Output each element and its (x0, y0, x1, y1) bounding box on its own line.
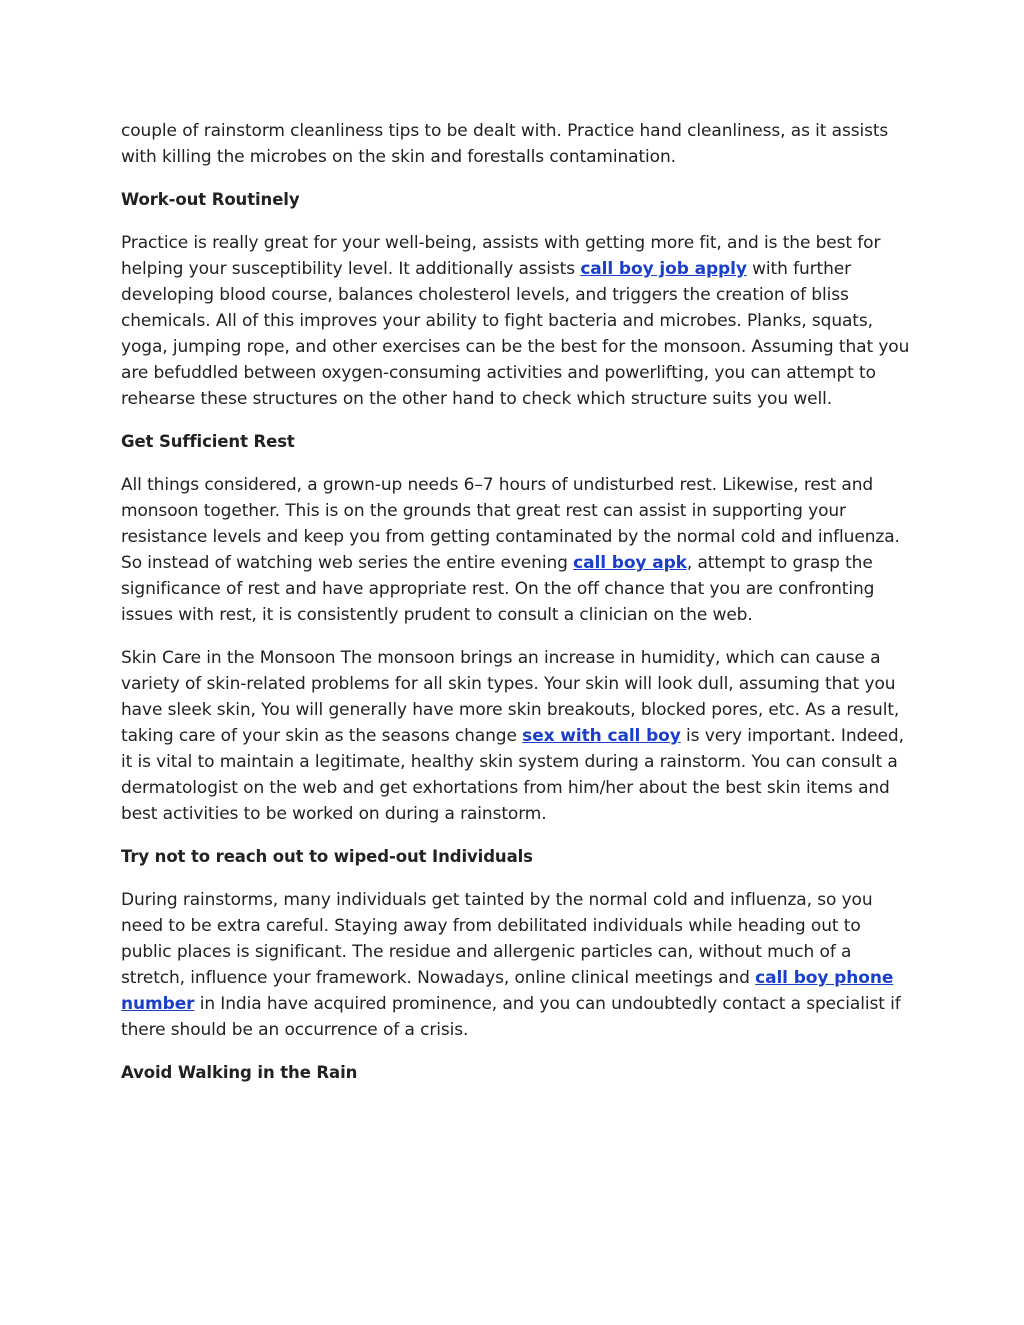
paragraph-skin-text-before: Skin Care in the Monsoon The monsoon brings an increase in humidity, which can cause a variety of skin-related problems for all skin types. Your skin will look dull, assuming that you have sleek skin, You will generally have more skin breakouts, blocked pores, etc. As a result, taking care of your skin as the seasons change (121, 648, 900, 746)
heading-rain: Avoid Walking in the Rain (121, 1063, 358, 1082)
paragraph-skin-text-after: is very important. Indeed, it is vital to maintain a legitimate, healthy skin system during a rainstorm. You can consult a dermatologist on the web and get exhortations from him/her about the best skin items and best activities to be worked on during a rainstorm. (121, 726, 904, 824)
heading-avoid-ill: Try not to reach out to wiped-out Individuals (121, 847, 533, 866)
paragraph-rest (121, 472, 911, 628)
call-boy-job-apply-link[interactable]: call boy job apply (580, 259, 747, 279)
paragraph-avoid-ill-text-after: in India have acquired prominence, and you can undoubtedly contact a specialist if there should be an occurrence of a crisis. (121, 994, 901, 1040)
paragraph-workout-text-after: with further developing blood course, balances cholesterol levels, and triggers the creation of bliss chemicals. All of this improves your ability to fight bacteria and microbes. Planks, squats, yoga, jumping rope, and other exercises can be the best for the monsoon. Assuming that you are befuddled between oxygen-consuming activities and powerlifting, you can attempt to rehearse these structures on the other hand to check which structure suits you well. (121, 259, 910, 409)
call-boy-apk-link[interactable]: call boy apk (573, 553, 687, 573)
sex-with-call-boy-link[interactable]: sex with call boy (522, 726, 681, 746)
paragraph-rest-text-after: , attempt to grasp the significance of rest and have appropriate rest. On the off chance that you are confronting issues with rest, it is consistently prudent to consult a clinician on the web. (121, 553, 875, 625)
document-page (121, 118, 911, 1103)
paragraph-avoid-ill-text-before: During rainstorms, many individuals get tainted by the normal cold and influenza, so you need to be extra careful. Staying away from debilitated individuals while heading out to public places is significant. The residue and allergenic particles can, without much of a stretch, influence your framework. Nowadays, online clinical meetings and (121, 890, 873, 988)
paragraph-intro (121, 118, 911, 170)
paragraph-workout-text-before: Practice is really great for your well-being, assists with getting more fit, and is the best for helping your susceptibility level. It additionally assists (121, 233, 881, 279)
paragraph-skin (121, 645, 911, 827)
heading-workout: Work-out Routinely (121, 190, 300, 209)
paragraph-workout (121, 230, 911, 412)
heading-rest: Get Sufficient Rest (121, 432, 295, 451)
paragraph-rest-text-before: All things considered, a grown-up needs 6–7 hours of undisturbed rest. Likewise, rest and monsoon together. This is on the grounds that great rest can assist in supporting your resistance levels and keep you from getting contaminated by the normal cold and influenza. So instead of watching web series the entire evening (121, 475, 900, 573)
call-boy-phone-number-link[interactable]: call boy phone number (121, 968, 894, 1014)
paragraph-avoid-ill (121, 887, 911, 1043)
paragraph-intro-text: couple of rainstorm cleanliness tips to be dealt with. Practice hand cleanliness, as it assists with killing the microbes on the skin and forestalls contamination. (121, 121, 889, 167)
